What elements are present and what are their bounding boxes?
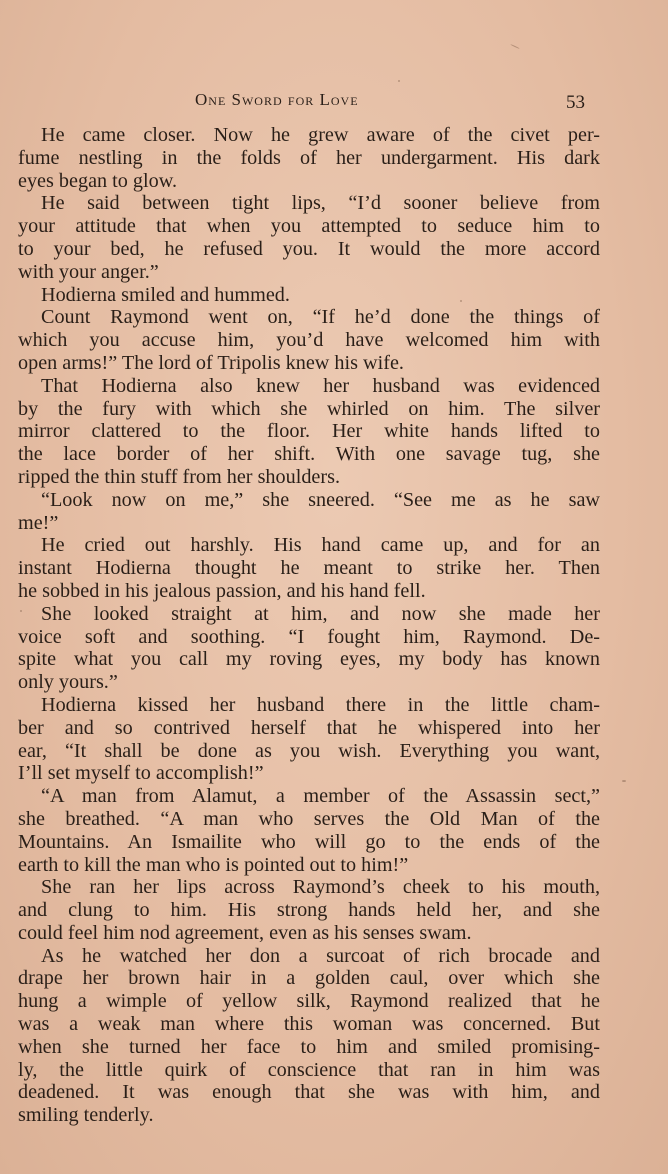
text-line: fume nestling in the folds of her undergarment. His dark <box>18 146 600 169</box>
text-line: open arms!” The lord of Tripolis knew his wife. <box>18 351 404 374</box>
text-line: smiling tenderly. <box>18 1104 154 1127</box>
text-line: ear, “It shall be done as you wish. Everything you want, <box>18 739 600 762</box>
text-line: Hodierna kissed her husband there in the little cham- <box>41 693 600 716</box>
page-header <box>0 88 668 118</box>
text-line: which you accuse him, you’d have welcomed him with <box>18 329 600 352</box>
paper-speck <box>622 780 626 782</box>
text-line: by the fury with which she whirled on him. The silver <box>18 397 600 420</box>
text-line: ripped the thin stuff from her shoulders. <box>18 465 341 488</box>
text-line: earth to kill the man who is pointed out to him!” <box>18 853 409 876</box>
text-line: mirror clattered to the floor. Her white hands lifted to <box>18 420 600 443</box>
text-line: only yours.” <box>18 671 118 694</box>
text-line: deadened. It was enough that she was with him, and <box>18 1081 600 1104</box>
text-line: Mountains. An Ismailite who will go to the ends of the <box>18 830 600 853</box>
text-line: Count Raymond went on, “If he’d done the things of <box>41 306 600 329</box>
page-number: 53 <box>566 92 585 113</box>
text-line: “Look now on me,” she sneered. “See me as he saw <box>41 488 600 511</box>
text-line: Hodierna smiled and hummed. <box>41 283 290 306</box>
text-line: the lace border of her shift. With one savage tug, she <box>18 443 600 466</box>
text-line: spite what you call my roving eyes, my body has known <box>18 648 600 671</box>
text-line: She looked straight at him, and now she made her <box>41 602 600 625</box>
text-line: she breathed. “A man who serves the Old Man of the <box>18 807 600 830</box>
text-line: when she turned her face to him and smiled promising- <box>18 1035 600 1058</box>
text-line: That Hodierna also knew her husband was evidenced <box>41 374 600 397</box>
text-line: me!” <box>18 511 59 534</box>
text-line: I’ll set myself to accomplish!” <box>18 762 264 785</box>
text-line: He said between tight lips, “I’d sooner believe from <box>41 192 600 215</box>
text-line: your attitude that when you attempted to seduce him to <box>18 215 600 238</box>
text-line: ly, the little quirk of conscience that ran in him was <box>18 1058 600 1081</box>
text-line: could feel him nod agreement, even as his senses swam. <box>18 921 472 944</box>
text-line: and clung to him. His strong hands held her, and she <box>18 899 600 922</box>
text-line: was a weak man where this woman was concerned. But <box>18 1013 600 1036</box>
text-line: hung a wimple of yellow silk, Raymond realized that he <box>18 990 600 1013</box>
text-line: eyes began to glow. <box>18 169 178 192</box>
text-line: He came closer. Now he grew aware of the civet per- <box>41 124 600 146</box>
text-line: to your bed, he refused you. It would the more accord <box>18 237 600 260</box>
paper-speck <box>510 44 519 49</box>
paper-speck <box>20 610 22 612</box>
text-line: “A man from Alamut, a member of the Assassin sect,” <box>41 785 600 808</box>
text-line: voice soft and soothing. “I fought him, Raymond. De- <box>18 625 600 648</box>
paper-speck <box>460 300 462 302</box>
text-line: He cried out harshly. His hand came up, and for an <box>41 534 600 557</box>
text-line: he sobbed in his jealous passion, and his hand fell. <box>18 579 426 602</box>
text-line: As he watched her don a surcoat of rich brocade and <box>41 944 600 967</box>
text-line: with your anger.” <box>18 260 159 283</box>
text-line: instant Hodierna thought he meant to strike her. Then <box>18 557 600 580</box>
text-line: drape her brown hair in a golden caul, over which she <box>18 967 600 990</box>
paper-speck <box>398 80 400 82</box>
text-line: ber and so contrived herself that he whispered into her <box>18 716 600 739</box>
text-line: She ran her lips across Raymond’s cheek to his mouth, <box>41 876 600 899</box>
body-text <box>18 124 600 1127</box>
running-title: One Sword for Love <box>195 90 359 109</box>
